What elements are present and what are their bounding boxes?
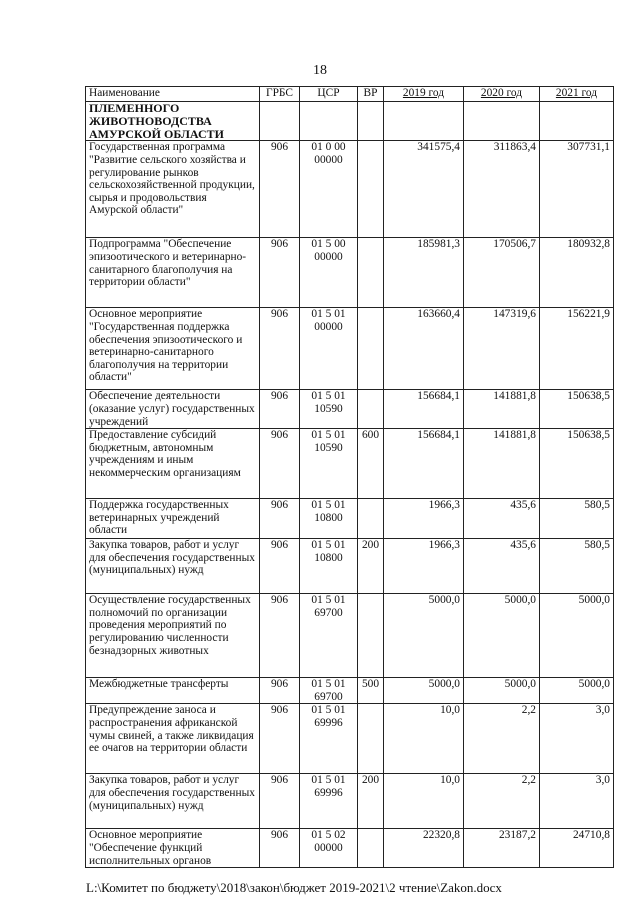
grbs-cell: 906: [260, 678, 300, 704]
row-name-cell: Межбюджетные трансферты: [86, 678, 260, 704]
csr-cell: 01 5 01 69700: [300, 594, 358, 678]
column-header-name: Наименование: [86, 87, 260, 102]
table-header-row: [86, 87, 614, 102]
value-2021-cell: 156221,9: [540, 308, 614, 390]
grbs-cell: 906: [260, 390, 300, 429]
table-row: [86, 829, 614, 868]
csr-cell: 01 5 01 10800: [300, 539, 358, 594]
vr-cell: [358, 704, 384, 774]
section-title: ПЛЕМЕННОГО ЖИВОТНОВОДСТВА АМУРСКОЙ ОБЛАСТИ: [86, 102, 260, 141]
value-2021-cell: 150638,5: [540, 429, 614, 499]
grbs-cell: 906: [260, 829, 300, 868]
vr-cell: 500: [358, 678, 384, 704]
footer-file-path: L:\Комитет по бюджету\2018\закон\бюджет 2019-2021\2 чтение\Zakon.docx: [86, 880, 502, 895]
csr-cell: 01 5 01 10800: [300, 499, 358, 539]
table-row: [86, 539, 614, 594]
column-header-grbs: ГРБС: [260, 87, 300, 102]
budget-table: [85, 86, 614, 868]
table-row: [86, 499, 614, 539]
row-name-cell: Осуществление государственных полномочий по организации проведения мероприятий по регулированию численности безнадзорных животных: [86, 594, 260, 678]
row-name-cell: Подпрограмма "Обеспечение эпизоотического и ветеринарно-санитарного благополучия на территории области": [86, 238, 260, 308]
value-2021-cell: 24710,8: [540, 829, 614, 868]
value-2019-cell: 341575,4: [384, 141, 464, 238]
value-2020-cell: 23187,2: [464, 829, 540, 868]
value-2020-cell: 435,6: [464, 499, 540, 539]
table-row: [86, 390, 614, 429]
csr-cell: 01 5 02 00000: [300, 829, 358, 868]
value-2020-cell: 141881,8: [464, 429, 540, 499]
csr-cell: 01 5 01 00000: [300, 308, 358, 390]
value-2019-cell: 5000,0: [384, 678, 464, 704]
value-2020-cell: 5000,0: [464, 594, 540, 678]
section-row: [86, 102, 614, 141]
csr-cell: 01 0 00 00000: [300, 141, 358, 238]
vr-cell: [358, 594, 384, 678]
value-2021-cell: 5000,0: [540, 594, 614, 678]
value-2019-cell: 10,0: [384, 774, 464, 829]
row-name-cell: Основное мероприятие "Обеспечение функций исполнительных органов: [86, 829, 260, 868]
csr-cell: 01 5 00 00000: [300, 238, 358, 308]
row-name-cell: Закупка товаров, работ и услуг для обеспечения государственных (муниципальных) нужд: [86, 539, 260, 594]
grbs-cell: 906: [260, 774, 300, 829]
column-header-2021: 2021 год: [540, 87, 614, 102]
page-number: 18: [313, 63, 327, 78]
table-row: [86, 238, 614, 308]
row-name-cell: Поддержка государственных ветеринарных учреждений области: [86, 499, 260, 539]
row-name-cell: Обеспечение деятельности (оказание услуг) государственных учреждений: [86, 390, 260, 429]
vr-cell: 600: [358, 429, 384, 499]
grbs-cell: 906: [260, 429, 300, 499]
grbs-cell: 906: [260, 141, 300, 238]
row-name-cell: Основное мероприятие "Государственная поддержка обеспечения эпизоотического и ветеринарно-санитарного благополучия на территории области": [86, 308, 260, 390]
value-2020-cell: 311863,4: [464, 141, 540, 238]
row-name-cell: Закупка товаров, работ и услуг для обеспечения государственных (муниципальных) нужд: [86, 774, 260, 829]
empty-cell: [358, 102, 384, 141]
value-2019-cell: 10,0: [384, 704, 464, 774]
value-2019-cell: 156684,1: [384, 429, 464, 499]
value-2021-cell: 580,5: [540, 499, 614, 539]
value-2020-cell: 435,6: [464, 539, 540, 594]
vr-cell: [358, 499, 384, 539]
csr-cell: 01 5 01 10590: [300, 390, 358, 429]
empty-cell: [540, 102, 614, 141]
value-2020-cell: 141881,8: [464, 390, 540, 429]
csr-cell: 01 5 01 10590: [300, 429, 358, 499]
csr-cell: 01 5 01 69996: [300, 704, 358, 774]
vr-cell: [358, 390, 384, 429]
empty-cell: [384, 102, 464, 141]
vr-cell: 200: [358, 774, 384, 829]
grbs-cell: 906: [260, 539, 300, 594]
value-2020-cell: 170506,7: [464, 238, 540, 308]
table-row: [86, 704, 614, 774]
value-2019-cell: 1966,3: [384, 539, 464, 594]
value-2021-cell: 150638,5: [540, 390, 614, 429]
row-name-cell: Предупреждение заноса и распространения африканской чумы свиней, а также ликвидация ее очагов на территории области: [86, 704, 260, 774]
vr-cell: [358, 141, 384, 238]
value-2019-cell: 22320,8: [384, 829, 464, 868]
value-2021-cell: 307731,1: [540, 141, 614, 238]
value-2020-cell: 2,2: [464, 704, 540, 774]
empty-cell: [464, 102, 540, 141]
value-2021-cell: 3,0: [540, 704, 614, 774]
table-row: [86, 141, 614, 238]
value-2019-cell: 1966,3: [384, 499, 464, 539]
value-2019-cell: 185981,3: [384, 238, 464, 308]
csr-cell: 01 5 01 69700: [300, 678, 358, 704]
vr-cell: 200: [358, 539, 384, 594]
grbs-cell: 906: [260, 238, 300, 308]
table-row: [86, 308, 614, 390]
grbs-cell: 906: [260, 308, 300, 390]
vr-cell: [358, 829, 384, 868]
vr-cell: [358, 308, 384, 390]
empty-cell: [300, 102, 358, 141]
value-2021-cell: 180932,8: [540, 238, 614, 308]
csr-cell: 01 5 01 69996: [300, 774, 358, 829]
grbs-cell: 906: [260, 704, 300, 774]
column-header-2020: 2020 год: [464, 87, 540, 102]
value-2020-cell: 5000,0: [464, 678, 540, 704]
column-header-vr: ВР: [358, 87, 384, 102]
table-row: [86, 594, 614, 678]
grbs-cell: 906: [260, 499, 300, 539]
value-2020-cell: 2,2: [464, 774, 540, 829]
table-row: [86, 678, 614, 704]
value-2021-cell: 5000,0: [540, 678, 614, 704]
grbs-cell: 906: [260, 594, 300, 678]
value-2019-cell: 163660,4: [384, 308, 464, 390]
value-2021-cell: 580,5: [540, 539, 614, 594]
row-name-cell: Предоставление субсидий бюджетным, автономным учреждениям и иным некоммерческим организациям: [86, 429, 260, 499]
value-2019-cell: 5000,0: [384, 594, 464, 678]
table-row: [86, 774, 614, 829]
table-row: [86, 429, 614, 499]
value-2019-cell: 156684,1: [384, 390, 464, 429]
row-name-cell: Государственная программа "Развитие сельского хозяйства и регулирование рынков сельскохозяйственной продукции, сырья и продовольствия Амурской области": [86, 141, 260, 238]
column-header-csr: ЦСР: [300, 87, 358, 102]
value-2020-cell: 147319,6: [464, 308, 540, 390]
empty-cell: [260, 102, 300, 141]
column-header-2019: 2019 год: [384, 87, 464, 102]
vr-cell: [358, 238, 384, 308]
table-body: [86, 102, 614, 868]
value-2021-cell: 3,0: [540, 774, 614, 829]
